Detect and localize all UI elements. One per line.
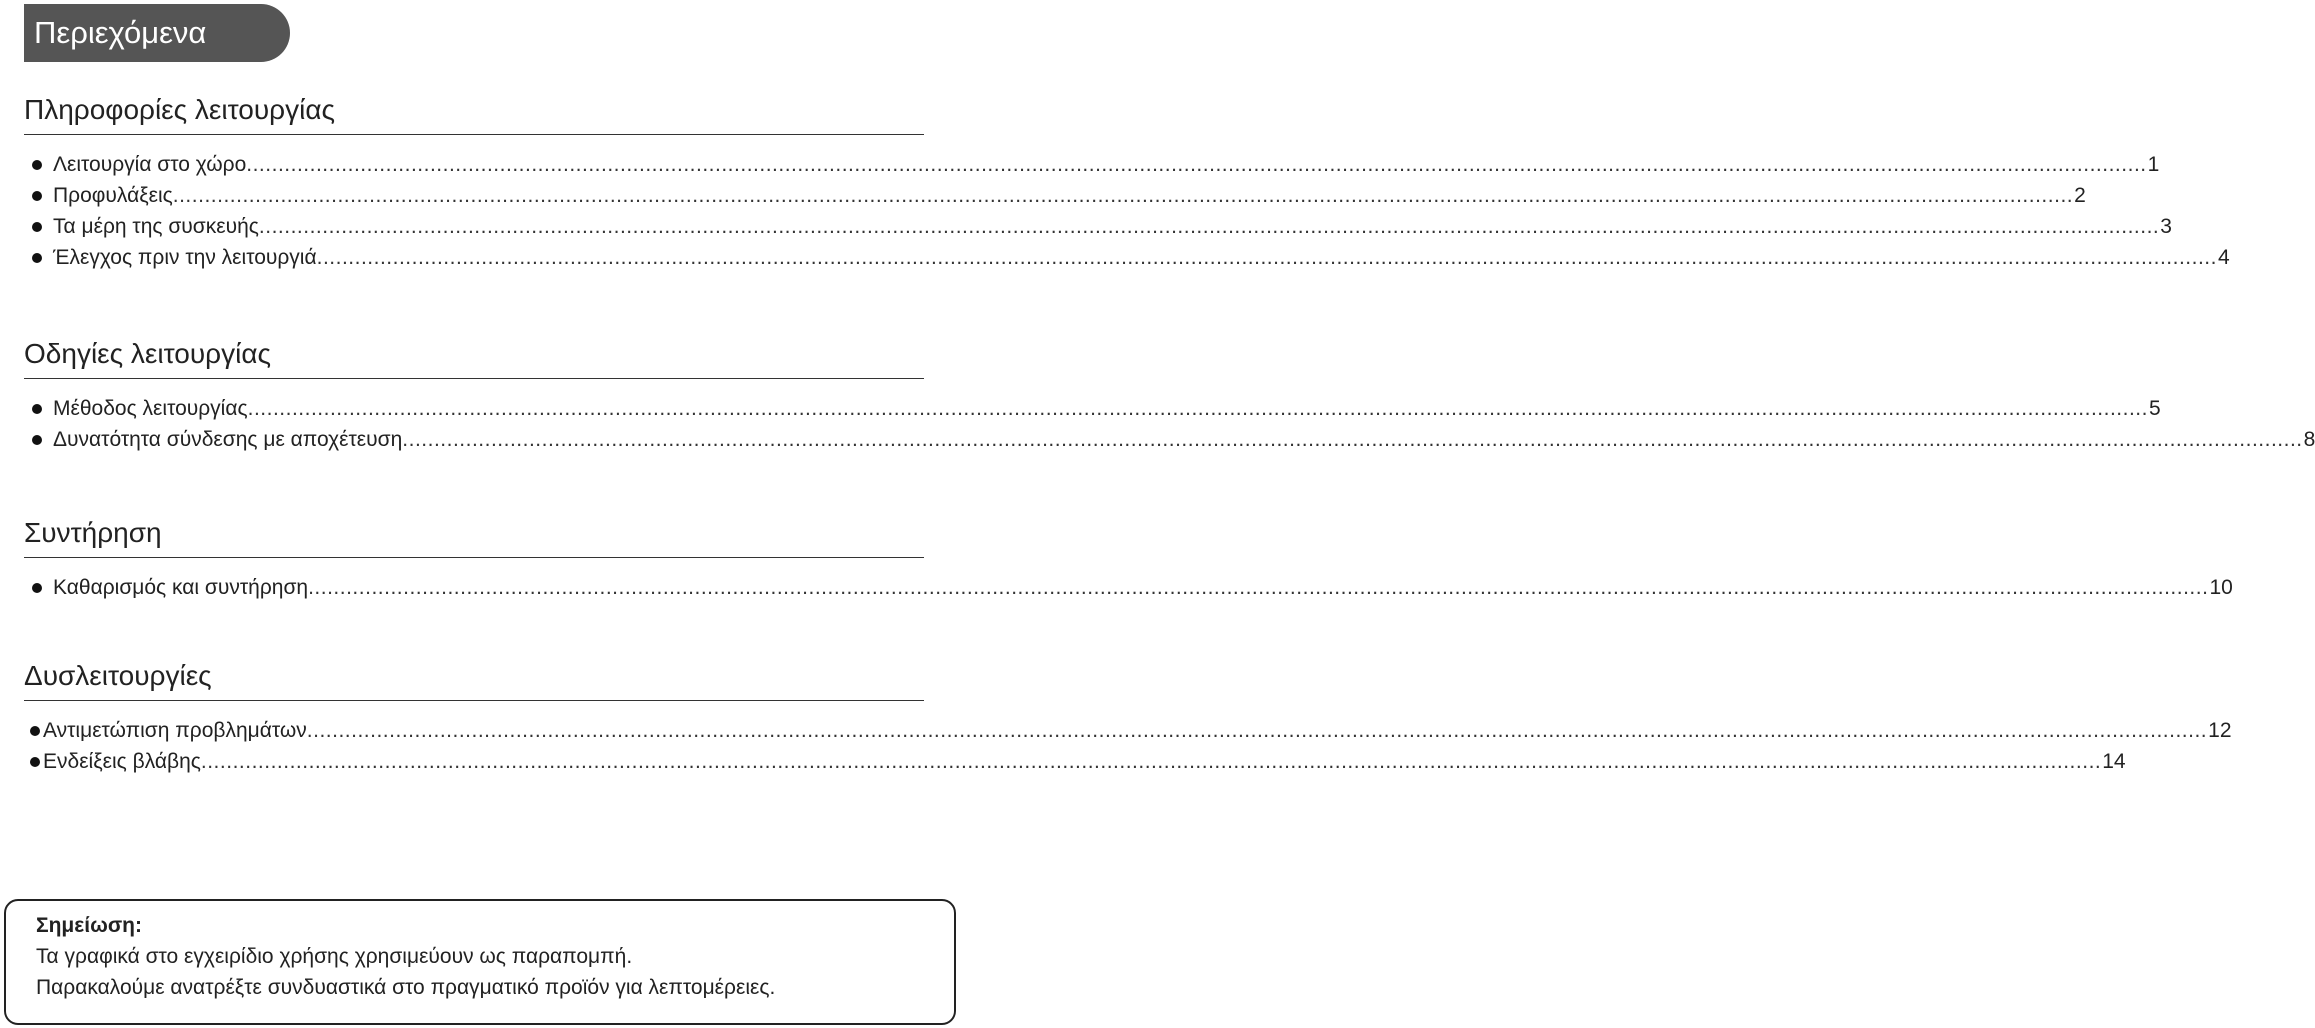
section-divider: [24, 378, 924, 379]
bullet-icon: [32, 435, 42, 445]
bullet-icon: [32, 404, 42, 414]
toc-entry-label: Έλεγχος πριν την λειτουργιά: [53, 246, 317, 269]
section-divider: [24, 557, 924, 558]
toc-entry-page: 8: [2303, 428, 2315, 451]
toc-entry-label: Λειτουργία στο χώρο: [53, 153, 247, 176]
toc-entries: [24, 572, 2233, 603]
note-box: [4, 899, 956, 1025]
toc-entry-label: Προφυλάξεις: [53, 184, 173, 207]
dot-leader: ............................................................................................................................................................................................................................................................................................................: [402, 428, 2303, 451]
note-text-line-1: Τα γραφικά στο εγχειρίδιο χρήσης χρησιμεύουν ως παραπομπή.: [36, 945, 633, 968]
toc-entry-page: 5: [2148, 397, 2161, 420]
note-text-line-2: Παρακαλούμε ανατρέξτε συνδυαστικά στο πραγματικό προϊόν για λεπτομέρειες.: [36, 976, 776, 999]
bullet-icon: [32, 191, 42, 201]
dot-leader: ............................................................................................................................................................................................................................................................................................................: [172, 184, 2074, 207]
note-title: Σημείωση:: [36, 914, 143, 937]
toc-entry-page: 12: [2208, 719, 2232, 742]
section-divider: [24, 700, 924, 701]
section-heading: Οδηγίες λειτουργίας: [24, 338, 271, 369]
toc-entries: [24, 715, 2232, 777]
toc-entry[interactable]: [24, 149, 2160, 180]
bullet-icon: [32, 253, 42, 263]
toc-entry[interactable]: [24, 211, 2172, 242]
toc-section-operating-instructions: [24, 334, 2315, 455]
dot-leader: ............................................................................................................................................................................................................................................................................................................: [258, 215, 2160, 238]
toc-entry[interactable]: [24, 572, 2233, 603]
toc-section-maintenance: [24, 513, 2233, 603]
toc-entry-page: 3: [2160, 215, 2172, 238]
toc-entry[interactable]: [24, 242, 2230, 273]
toc-entry-page: 10: [2209, 576, 2233, 599]
toc-entry[interactable]: [24, 715, 2232, 746]
bullet-icon: [30, 757, 40, 767]
dot-leader: ............................................................................................................................................................................................................................................................................................................: [247, 397, 2148, 420]
toc-entry-label: Μέθοδος λειτουργίας: [53, 397, 248, 420]
toc-entry-label: Δυνατότητα σύνδεσης με αποχέτευση: [53, 428, 403, 451]
section-divider: [24, 134, 924, 135]
dot-leader: ............................................................................................................................................................................................................................................................................................................: [316, 246, 2217, 269]
toc-entry[interactable]: [24, 424, 2315, 455]
bullet-icon: [30, 726, 40, 736]
section-heading: Συντήρηση: [24, 517, 162, 548]
page-title: Περιεχόμενα: [24, 4, 290, 62]
section-heading: Δυσλειτουργίες: [24, 660, 212, 691]
dot-leader: ............................................................................................................................................................................................................................................................................................................: [306, 719, 2208, 742]
toc-entry-page: 4: [2217, 246, 2230, 269]
toc-entry-page: 14: [2102, 750, 2126, 773]
toc-entry[interactable]: [24, 746, 2126, 777]
toc-entries: [24, 393, 2315, 455]
toc-entry[interactable]: [24, 180, 2086, 211]
toc-entry-label: Τα μέρη της συσκευής: [53, 215, 259, 238]
dot-leader: ............................................................................................................................................................................................................................................................................................................: [246, 153, 2147, 176]
toc-entry-page: 1: [2147, 153, 2160, 176]
bullet-icon: [32, 222, 42, 232]
toc-entries: [24, 149, 2230, 273]
toc-entry-label: Καθαρισμός και συντήρηση: [53, 576, 309, 599]
section-heading: Πληροφορίες λειτουργίας: [24, 94, 336, 125]
toc-section-operation-info: [24, 90, 2230, 273]
toc-entry-page: 2: [2074, 184, 2086, 207]
dot-leader: ............................................................................................................................................................................................................................................................................................................: [200, 750, 2102, 773]
dot-leader: ............................................................................................................................................................................................................................................................................................................: [308, 576, 2209, 599]
toc-entry-label: Αντιμετώπιση προβλημάτων: [43, 719, 307, 742]
bullet-icon: [32, 160, 42, 170]
toc-section-malfunctions: [24, 656, 2232, 777]
bullet-icon: [32, 583, 42, 593]
toc-entry-label: Ενδείξεις βλάβης: [43, 750, 201, 773]
toc-entry[interactable]: [24, 393, 2161, 424]
